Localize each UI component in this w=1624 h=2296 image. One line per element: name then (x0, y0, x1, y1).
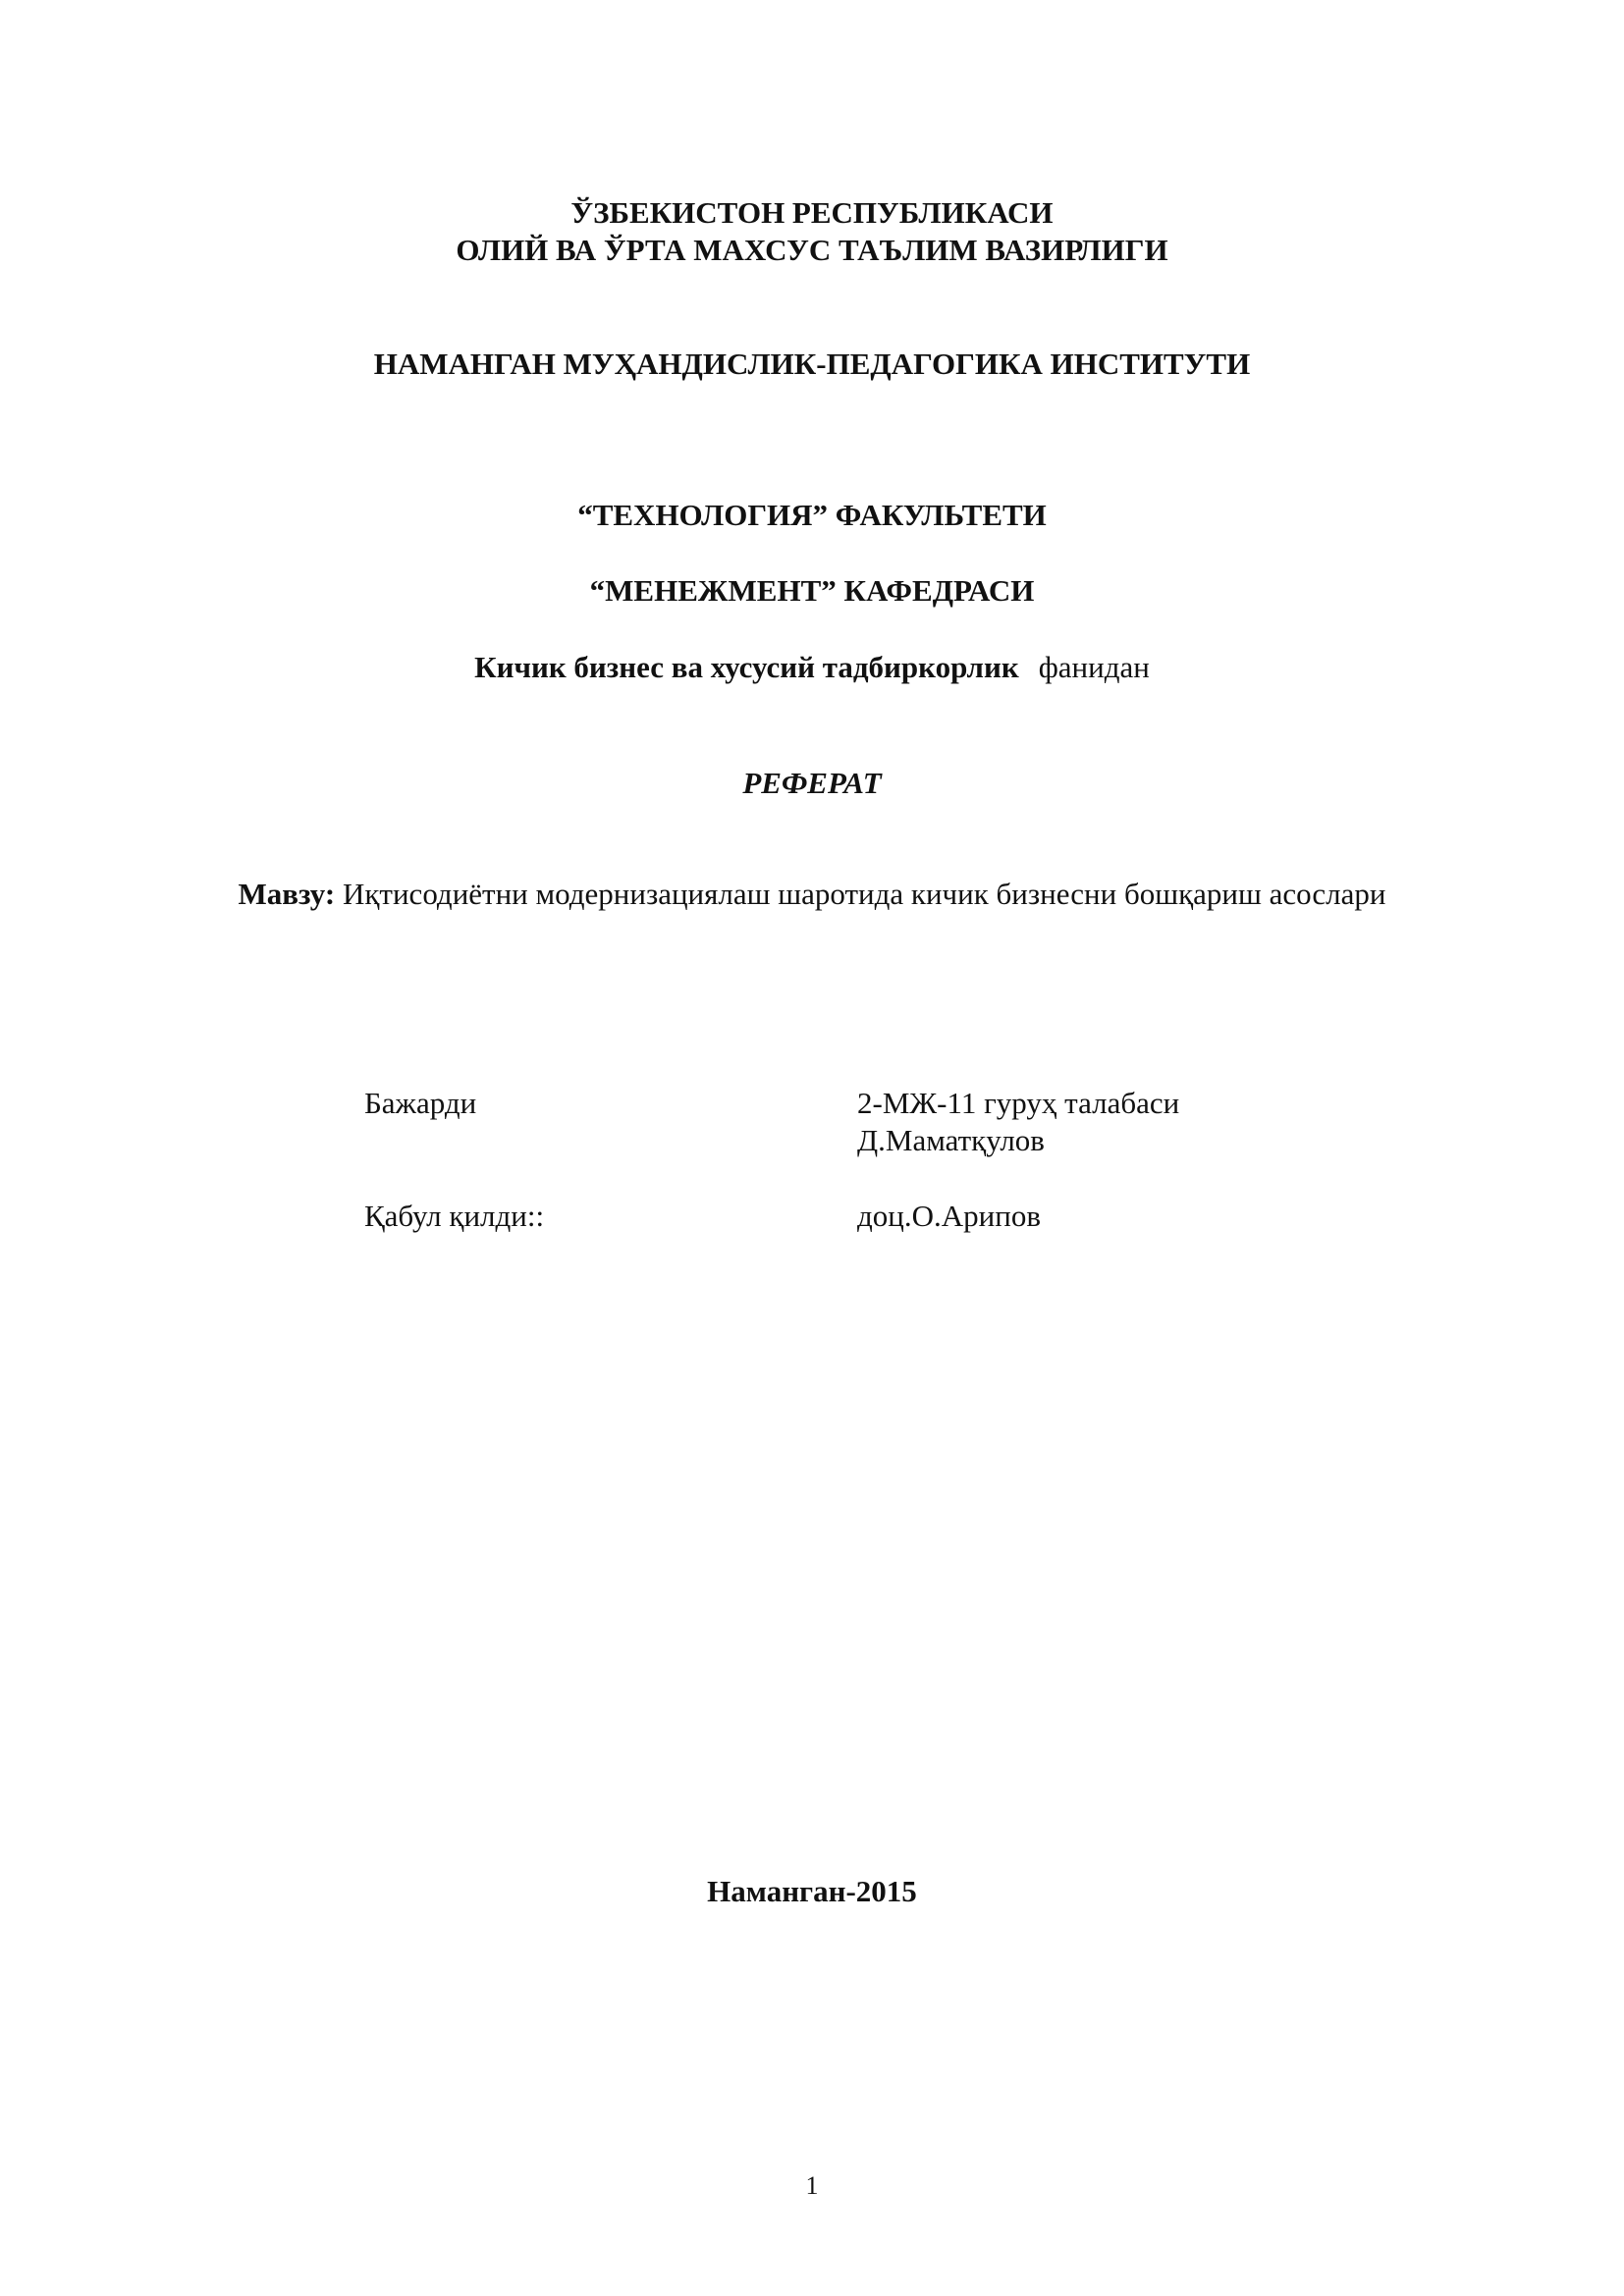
performed-label: Бажарди (364, 1086, 477, 1120)
accepted-label: Қабул қилди:: (364, 1199, 545, 1233)
teacher-name: доц.О.Арипов (857, 1199, 1041, 1233)
subject-name: Кичик бизнес ва хусусий тадбиркорлик (474, 650, 1019, 684)
topic-text: Иқтисодиётни модернизациялаш шаротида кичик бизнесни бошқариш асослари (342, 877, 1386, 911)
department-title: “МЕНЕЖМЕНТ” КАФЕДРАСИ (589, 573, 1035, 608)
subject-suffix: фанидан (1038, 650, 1150, 684)
ministry-title: ОЛИЙ ВА ЎРТА МАХСУС ТАЪЛИМ ВАЗИРЛИГИ (456, 233, 1168, 267)
student-name: Д.Маматқулов (857, 1123, 1045, 1157)
topic-label: Мавзу: (238, 877, 336, 911)
student-group: 2-МЖ-11 гуруҳ талабаси (857, 1086, 1180, 1120)
page-number: 1 (805, 2171, 819, 2200)
document-type: РЕФЕРАТ (742, 766, 882, 800)
institute-title: НАМАНГАН МУҲАНДИСЛИК-ПЕДАГОГИКА ИНСТИТУТИ (373, 347, 1251, 381)
faculty-title: “ТЕХНОЛОГИЯ” ФАКУЛЬТЕТИ (577, 498, 1047, 532)
republic-title: ЎЗБЕКИСТОН РЕСПУБЛИКАСИ (570, 195, 1054, 230)
subject-line (0, 649, 1624, 686)
topic-line (0, 876, 1624, 913)
place-year: Наманган-2015 (707, 1874, 917, 1908)
